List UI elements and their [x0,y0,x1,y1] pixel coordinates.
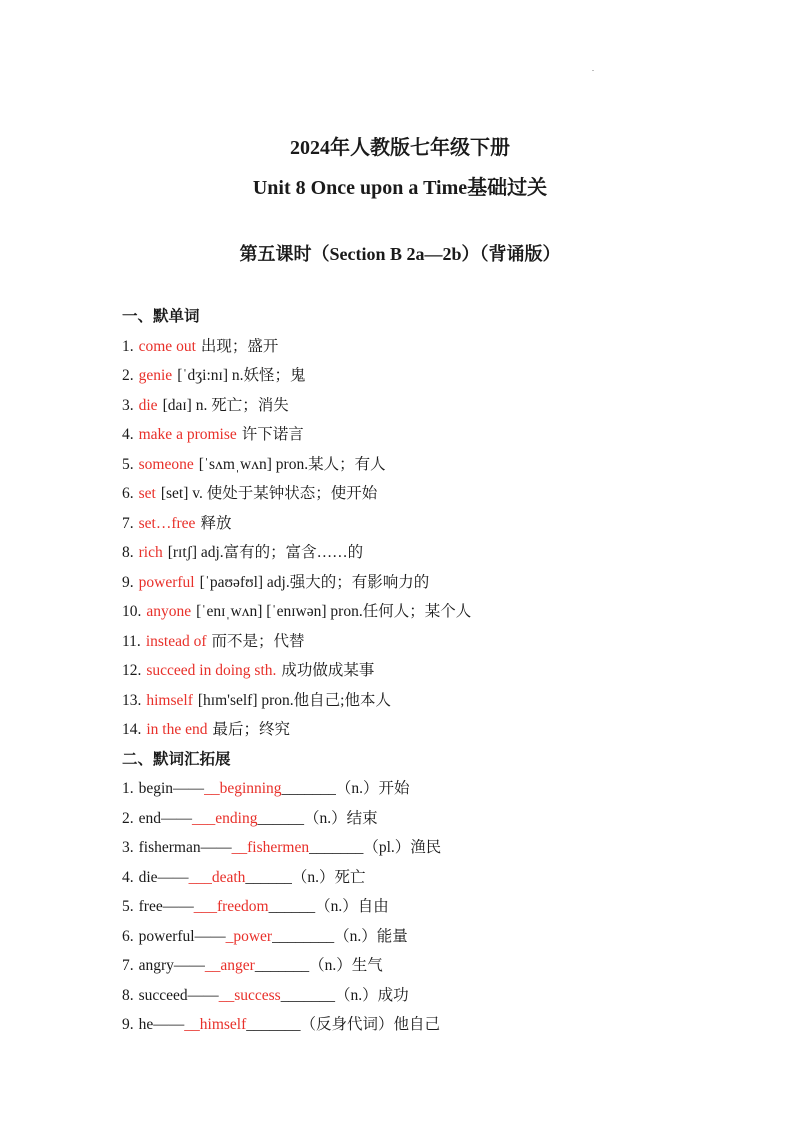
item-number: 10. [122,603,142,620]
vocabulary-list [122,332,762,745]
part-of-speech-note: （n.）能量 [334,927,408,945]
vocab-definition: 而不是；代替 [211,632,305,650]
blank-tail: _______ [254,957,310,974]
base-word: he—— [138,1016,185,1033]
vocab-item [122,538,762,568]
answer-word: success [234,986,281,1004]
item-number: 8. [122,986,134,1004]
item-number: 4. [122,426,134,443]
part-of-speech-note: （n.）死亡 [291,868,366,886]
vocab-item [122,509,762,539]
blank-lead: ___ [192,809,216,827]
title-line-2: Unit 8 Once upon a Time基础过关 [252,177,548,199]
blank-tail: ______ [245,868,292,886]
vocab-item [122,420,762,450]
answer-word: anger [220,957,255,974]
vocab-term: rich [138,544,163,561]
vocab-item [122,715,762,745]
answer-word: beginning [219,780,282,797]
vocab-definition: 成功做成某事 [281,662,375,679]
base-word: die—— [138,868,189,886]
part-of-speech-note: （n.）生气 [309,957,383,974]
blank-tail: _______ [246,1016,301,1033]
item-number: 3. [122,839,134,856]
expansion-item [122,804,762,834]
vocab-term: come out [138,337,196,355]
vocab-term: someone [138,455,194,473]
title-line-1: 2024年人教版七年级下册 [290,137,510,159]
item-number: 5. [122,898,134,915]
blank-lead: __ [218,986,235,1004]
item-number: 1. [122,337,134,355]
vocab-term: make a promise [138,426,237,443]
part-of-speech-note: （n.）结束 [303,809,378,827]
word-expansion-list [122,774,762,1040]
vocab-term: powerful [138,573,195,591]
blank-lead: _ [225,927,234,945]
vocab-definition: [ˈpaʊəfʊl] adj.强大的；有影响力的 [199,573,430,591]
vocab-term: die [138,396,158,414]
vocab-term: in the end [146,721,208,738]
blank-tail: _______ [281,780,336,797]
vocab-item [122,597,762,627]
expansion-item [122,981,762,1011]
expansion-item [122,892,762,922]
answer-word: death [211,868,246,886]
base-word: begin—— [138,780,205,797]
blank-lead: ___ [188,868,212,886]
vocab-definition: [set] v. 使处于某钟状态；使开始 [160,485,378,502]
blank-lead: ___ [193,898,217,915]
vocab-definition: [rɪtʃ] adj.富有的；富含……的 [167,544,364,561]
blank-lead: __ [231,839,248,856]
vocab-term: instead of [145,632,207,650]
blank-lead: __ [184,1016,200,1033]
corner-mark: . [592,64,594,73]
item-number: 9. [122,1016,134,1033]
answer-word: power [233,927,273,945]
item-number: 2. [122,809,134,827]
vocab-item [122,361,762,391]
item-number: 2. [122,367,134,384]
vocab-term: genie [138,367,173,384]
item-number: 13. [122,691,142,709]
base-word: powerful—— [138,927,226,945]
part-of-speech-note: （反身代词）他自己 [300,1016,441,1033]
base-word: succeed—— [138,986,219,1004]
expansion-item [122,951,762,981]
vocab-item [122,656,762,686]
vocab-item [122,568,762,598]
lesson-title: 第五课时（Section B 2a—2b）（背诵版） [239,244,561,264]
worksheet-content [122,302,762,1040]
blank-tail: ________ [272,927,335,945]
blank-lead: __ [204,957,221,974]
vocab-definition: 最后；终究 [212,721,291,738]
item-number: 6. [122,485,134,502]
section-heading-word-expansion: 二、默词汇拓展 [122,750,231,768]
blank-tail: _______ [280,986,335,1004]
vocab-item [122,627,762,657]
vocab-definition: [daɪ] n. 死亡；消失 [162,396,289,414]
part-of-speech-note: （n.）自由 [315,898,389,915]
item-number: 12. [122,662,142,679]
item-number: 11. [122,632,141,650]
vocab-item [122,450,762,480]
item-number: 14. [122,721,142,738]
answer-word: himself [199,1016,247,1033]
base-word: end—— [138,809,193,827]
base-word: angry—— [138,957,205,974]
expansion-item [122,922,762,952]
vocab-item [122,479,762,509]
part-of-speech-note: （pl.）渔民 [363,839,442,856]
item-number: 7. [122,957,134,974]
item-number: 7. [122,514,134,532]
vocab-item [122,686,762,716]
part-of-speech-note: （n.）开始 [335,780,410,797]
vocab-term: set…free [138,514,196,532]
expansion-item [122,863,762,893]
blank-tail: ______ [268,898,316,915]
base-word: fisherman—— [138,839,232,856]
blank-tail: _______ [309,839,364,856]
item-number: 1. [122,780,134,797]
vocab-definition: [ˈdʒi:nɪ] n.妖怪；鬼 [177,367,306,384]
item-number: 3. [122,396,134,414]
vocab-definition: 许下诺言 [241,426,304,443]
vocab-definition: 释放 [200,514,232,532]
expansion-item [122,1010,762,1040]
blank-lead: __ [204,780,220,797]
vocab-definition: [ˈenɪˌwʌn] [ˈenɪwən] pron.任何人；某个人 [196,603,472,620]
vocab-term: set [138,485,156,502]
vocab-item [122,391,762,421]
part-of-speech-note: （n.）成功 [334,986,409,1004]
item-number: 4. [122,868,134,886]
item-number: 5. [122,455,134,473]
vocab-item [122,332,762,362]
section-heading-vocabulary: 一、默单词 [122,308,200,325]
answer-word: fishermen [247,839,310,856]
expansion-item [122,774,762,804]
vocab-definition: [hɪm'self] pron.他自己;他本人 [197,691,391,709]
vocab-term: himself [146,691,193,709]
item-number: 6. [122,927,134,945]
answer-word: ending [215,809,258,827]
item-number: 9. [122,573,134,591]
answer-word: freedom [216,898,269,915]
base-word: free—— [138,898,194,915]
blank-tail: ______ [257,809,304,827]
vocab-definition: 出现；盛开 [200,337,279,355]
vocab-term: succeed in doing sth. [146,662,277,679]
expansion-item [122,833,762,863]
item-number: 8. [122,544,134,561]
vocab-term: anyone [146,603,192,620]
vocab-definition: [ˈsʌmˌwʌn] pron.某人；有人 [198,455,386,473]
